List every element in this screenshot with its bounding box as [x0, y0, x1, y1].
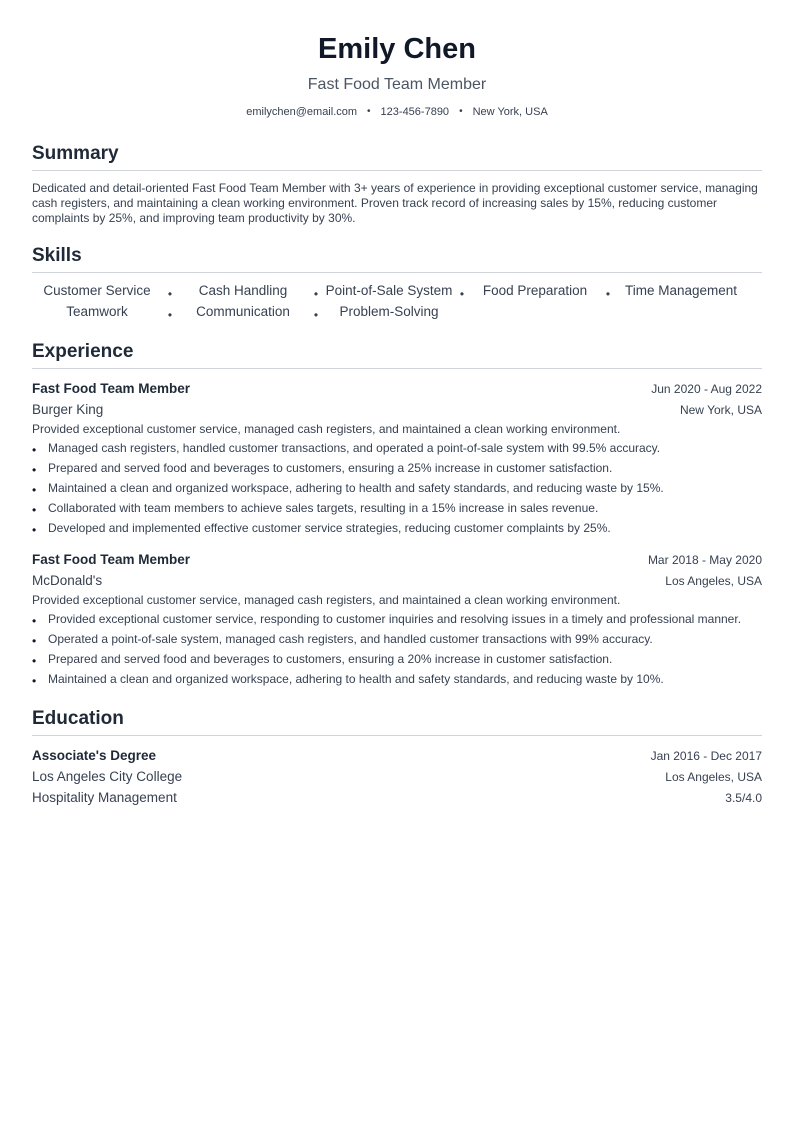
bullet-icon: •: [32, 614, 37, 628]
education-section: [32, 707, 762, 808]
job-entry: [32, 550, 762, 687]
experience-heading: Experience: [32, 340, 762, 369]
job-bullets: [32, 441, 762, 536]
skill-separator: •: [313, 286, 319, 301]
skill-separator: •: [313, 307, 319, 322]
bullet-text: Maintained a clean and organized workspace, adhering to health and safety standards, and reducing waste by 15%.: [48, 481, 664, 495]
field-of-study: Hospitality Management: [32, 790, 177, 805]
bullet-icon: •: [32, 674, 37, 688]
skills-list: [32, 282, 762, 320]
bullet-icon: •: [32, 503, 37, 517]
bullet-icon: •: [32, 634, 37, 648]
job-dates: Jun 2020 - Aug 2022: [651, 382, 762, 396]
skill-separator: •: [167, 307, 173, 322]
summary-text: Dedicated and detail-oriented Fast Food Team Member with 3+ years of experience in providing exceptional customer service, managing cash registers, and maintaining a clean working environment. Proven track record of increasing sales by 15%, reducing customer complaints by 25%, and improving team productivity by 30%.: [32, 181, 758, 225]
contact-info: [32, 104, 762, 120]
bullet-icon: •: [32, 463, 37, 477]
bullet-text: Collaborated with team members to achieve sales targets, resulting in a 15% increase in sales revenue.: [48, 501, 599, 515]
education-heading: Education: [32, 707, 762, 736]
skill-item: Communication: [196, 304, 290, 319]
skill-item: Point-of-Sale System: [325, 283, 453, 298]
job-dates: Mar 2018 - May 2020: [647, 553, 762, 567]
separator-dot: •: [459, 106, 463, 117]
bullet-icon: •: [32, 654, 37, 668]
list-item: [32, 461, 762, 476]
list-item: [32, 672, 762, 687]
job-description: Provided exceptional customer service, managed cash registers, and maintained a clean working environment.: [32, 593, 621, 607]
list-item: [32, 632, 762, 647]
skill-separator: •: [167, 286, 173, 301]
skill-separator: •: [459, 286, 465, 301]
list-item: [32, 481, 762, 496]
gpa: 3.5/4.0: [725, 791, 762, 805]
job-title: Fast Food Team Member: [32, 552, 191, 567]
bullet-icon: •: [32, 523, 37, 537]
bullet-text: Maintained a clean and organized workspace, adhering to health and safety standards, and reducing waste by 10%.: [48, 672, 664, 686]
job-company: Burger King: [32, 402, 104, 417]
bullet-icon: •: [32, 443, 37, 457]
education-dates: Jan 2016 - Dec 2017: [650, 749, 762, 763]
resume-header: [32, 30, 762, 120]
bullet-text: Operated a point-of-sale system, managed cash registers, and handled customer transactions with 99% accuracy.: [48, 632, 653, 646]
list-item: [32, 501, 762, 516]
candidate-title: Fast Food Team Member: [307, 76, 487, 93]
bullet-text: Prepared and served food and beverages to customers, ensuring a 20% increase in customer satisfaction.: [48, 652, 613, 666]
job-title: Fast Food Team Member: [32, 381, 191, 396]
summary-heading: Summary: [32, 142, 762, 171]
degree: Associate's Degree: [32, 748, 157, 763]
job-entry: [32, 379, 762, 536]
education-entry: [32, 746, 762, 808]
experience-section: [32, 340, 762, 687]
bullet-text: Prepared and served food and beverages to customers, ensuring a 25% increase in customer satisfaction.: [48, 461, 613, 475]
skill-item: Teamwork: [66, 304, 128, 319]
skills-heading: Skills: [32, 244, 762, 273]
list-item: [32, 652, 762, 667]
list-item: [32, 612, 762, 627]
skill-item: Customer Service: [43, 283, 151, 298]
bullet-text: Developed and implemented effective customer service strategies, reducing customer complaints by 25%.: [48, 521, 611, 535]
candidate-name: Emily Chen: [318, 33, 476, 65]
job-description: Provided exceptional customer service, managed cash registers, and maintained a clean working environment.: [32, 422, 621, 436]
summary-section: [32, 142, 762, 226]
skills-section: [32, 244, 762, 320]
list-item: [32, 441, 762, 456]
skill-item: Problem-Solving: [339, 304, 439, 319]
skill-item: Food Preparation: [482, 283, 588, 298]
school-location: Los Angeles, USA: [665, 770, 762, 784]
bullet-text: Managed cash registers, handled customer transactions, and operated a point-of-sale system with 99.5% accuracy.: [48, 441, 661, 455]
skill-item: Cash Handling: [198, 283, 288, 298]
skill-separator: •: [605, 286, 611, 301]
bullet-icon: •: [32, 483, 37, 497]
skill-item: Time Management: [624, 283, 738, 298]
list-item: [32, 521, 762, 536]
job-location: Los Angeles, USA: [665, 574, 762, 588]
separator-dot: •: [367, 106, 371, 117]
contact-location: New York, USA: [472, 106, 548, 118]
job-bullets: [32, 612, 762, 687]
school-name: Los Angeles City College: [32, 769, 183, 784]
bullet-text: Provided exceptional customer service, responding to customer inquiries and resolving issues in a timely and professional manner.: [48, 612, 742, 626]
job-location: New York, USA: [679, 403, 762, 417]
contact-email[interactable]: emilychen@email.com: [246, 106, 358, 118]
contact-phone[interactable]: 123-456-7890: [380, 106, 450, 118]
job-company: McDonald's: [32, 573, 103, 588]
